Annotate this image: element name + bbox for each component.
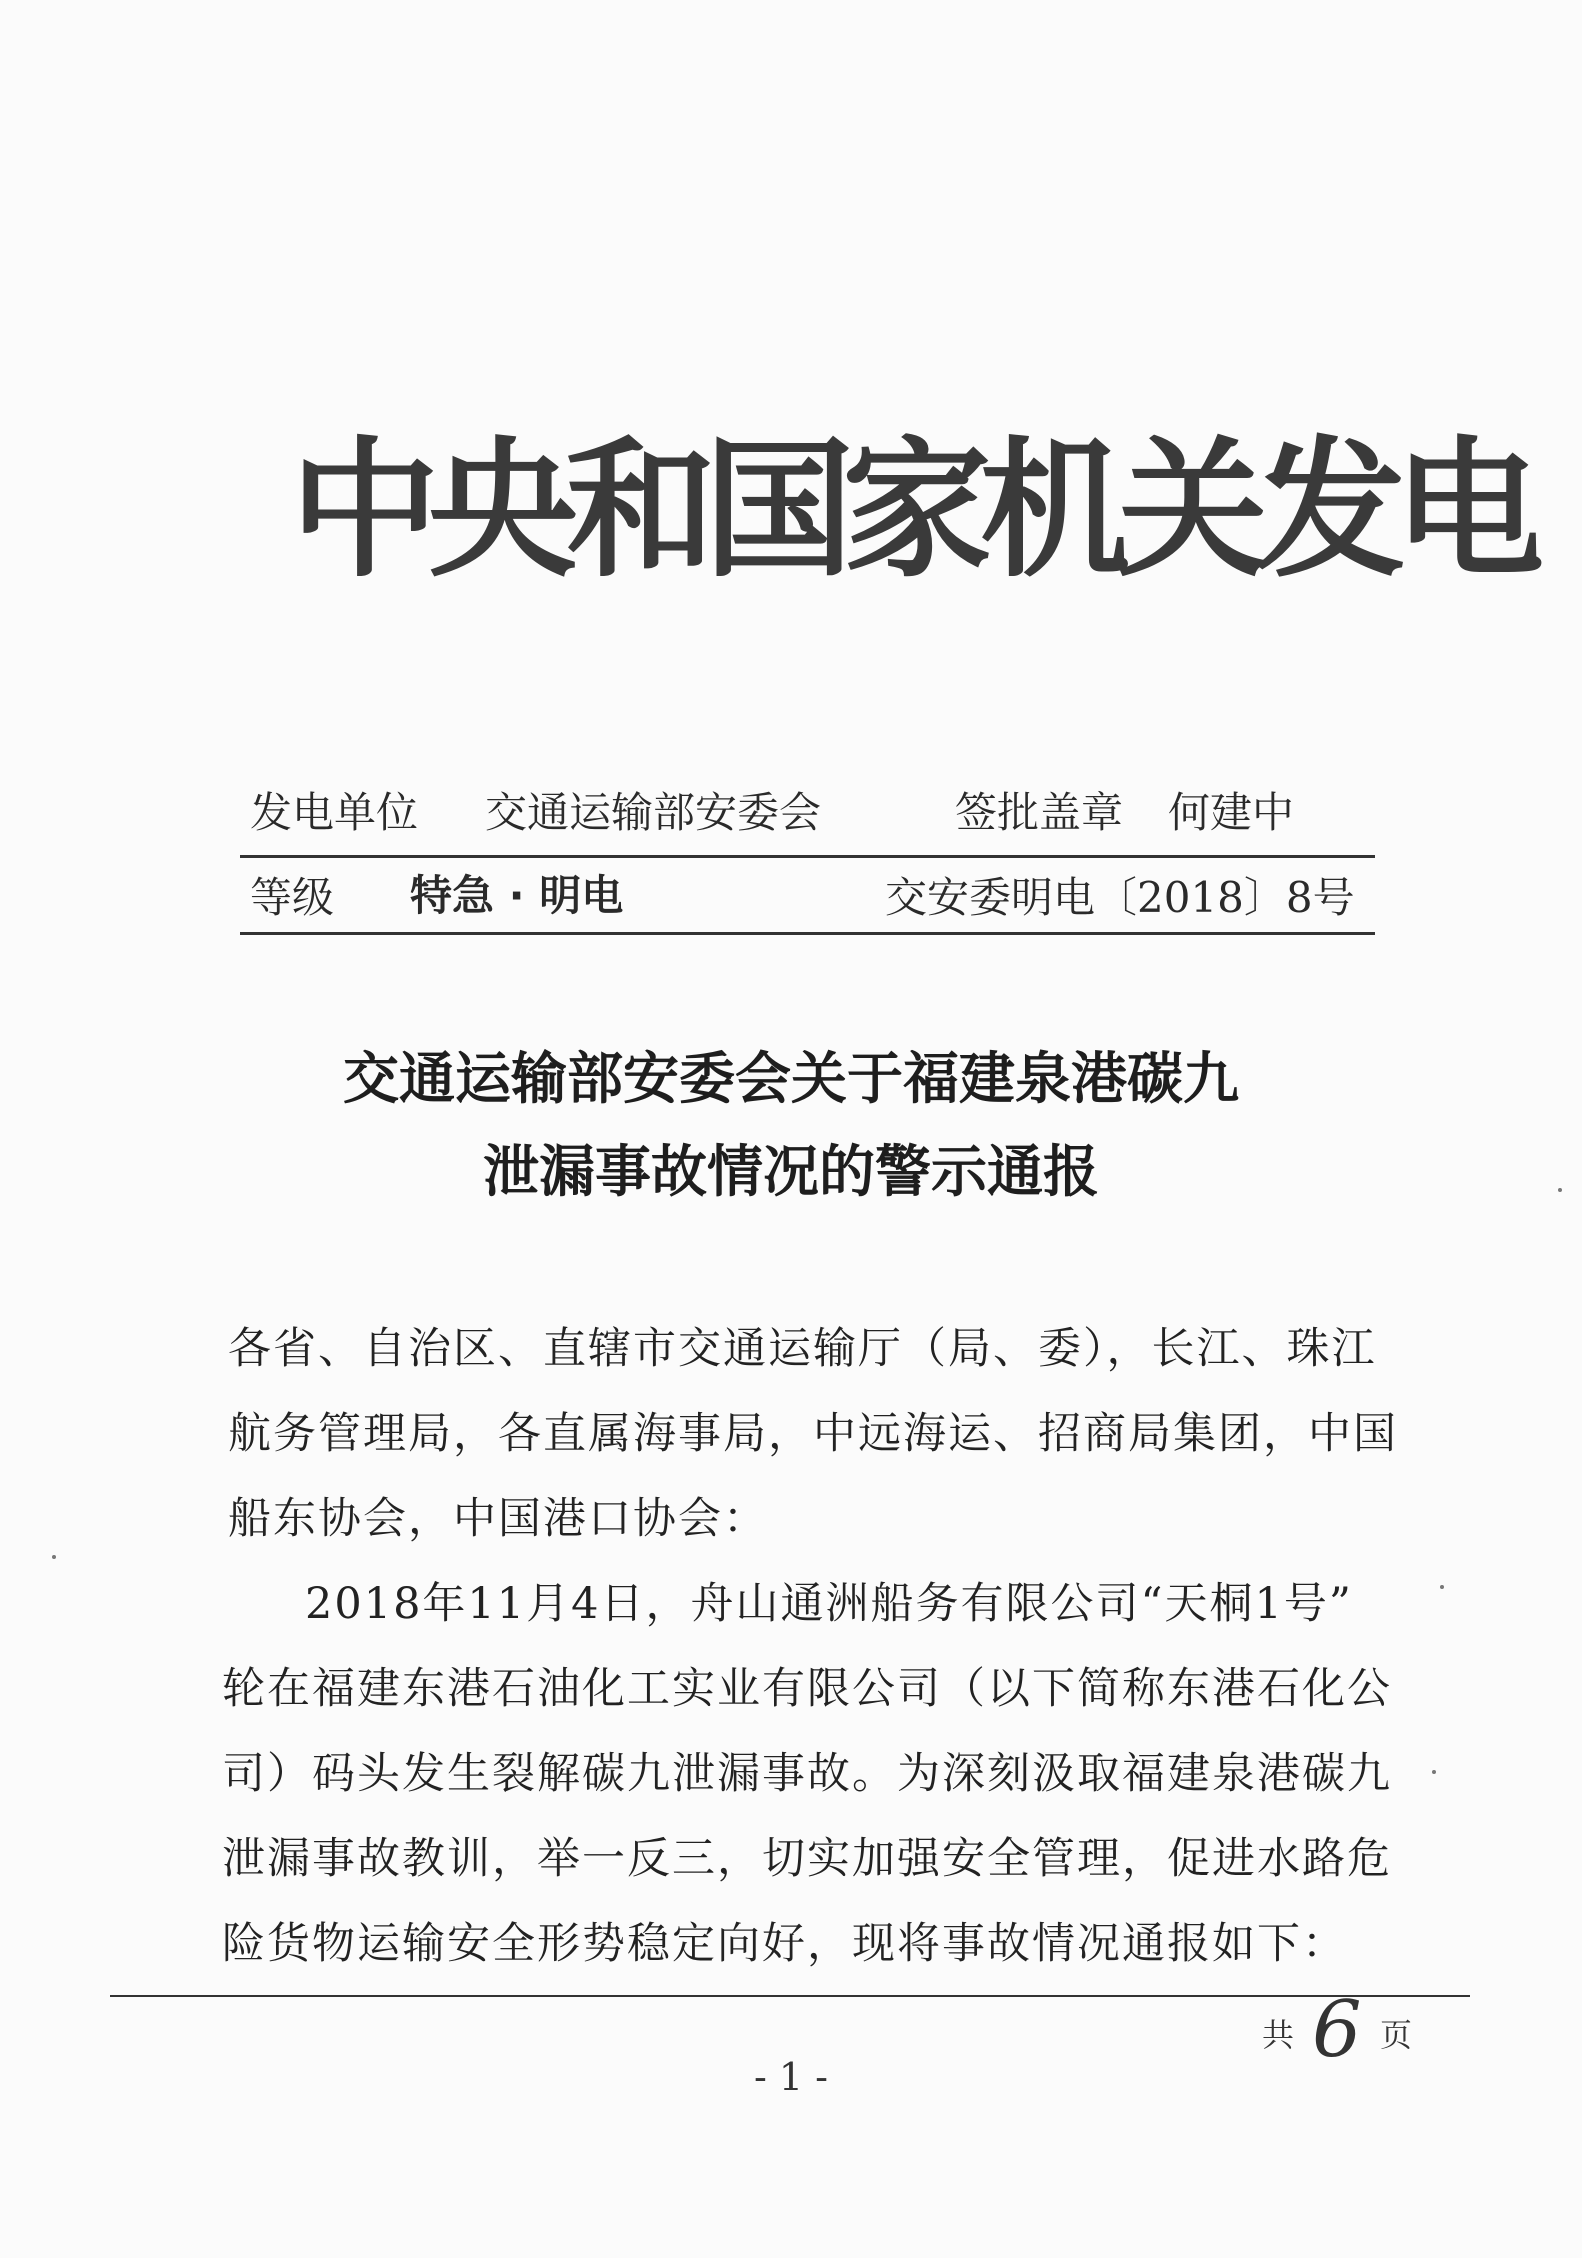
footer-rule xyxy=(110,1995,1470,1997)
recipients-line-1: 各省、自治区、直辖市交通运输厅（局、委），长江、珠江 xyxy=(228,1324,1377,1374)
scan-speck xyxy=(1440,1585,1444,1589)
sign-label: 签批盖章 xyxy=(955,788,1124,837)
sign-value: 何建中 xyxy=(1168,788,1295,837)
sender-value: 交通运输部安委会 xyxy=(485,788,822,837)
total-pages-handwritten: 6 xyxy=(1312,1985,1362,2075)
header-rule-bottom xyxy=(240,932,1375,935)
scan-speck xyxy=(1432,1770,1436,1774)
document-number: 交安委明电〔2018〕8号 xyxy=(885,873,1355,922)
notice-title-line-2: 泄漏事故情况的警示通报 xyxy=(483,1139,1099,1205)
paragraph-line-2: 轮在福建东港石油化工实业有限公司（以下简称东港石化公 xyxy=(222,1664,1392,1714)
sender-label: 发电单位 xyxy=(250,788,419,837)
page-number: - 1 - xyxy=(753,2055,828,2099)
recipients-line-3: 船东协会，中国港口协会： xyxy=(228,1494,768,1544)
paragraph-line-3: 司）码头发生裂解碳九泄漏事故。为深刻汲取福建泉港碳九 xyxy=(222,1749,1392,1799)
total-pages-suffix: 页 xyxy=(1380,2016,1413,2054)
paragraph-line-5: 险货物运输安全形势稳定向好，现将事故情况通报如下： xyxy=(222,1919,1347,1969)
scan-speck xyxy=(1558,1188,1562,1192)
total-pages-prefix: 共 xyxy=(1262,2016,1295,2054)
header-rule-top xyxy=(240,855,1375,858)
notice-title-line-1: 交通运输部安委会关于福建泉港碳九 xyxy=(343,1046,1239,1112)
paragraph-line-4: 泄漏事故教训，举一反三，切实加强安全管理，促进水路危 xyxy=(222,1834,1392,1884)
masthead-title: 中央和国家机关发电 xyxy=(290,422,1533,598)
level-label: 等级 xyxy=(250,873,335,922)
recipients-line-2: 航务管理局，各直属海事局，中远海运、招商局集团，中国 xyxy=(228,1409,1398,1459)
scan-speck xyxy=(52,1555,56,1559)
level-value: 特急 · 明电 xyxy=(410,871,624,920)
paragraph-line-1: 2018年11月4日，舟山通洲船务有限公司“天桐1号” xyxy=(305,1579,1353,1629)
